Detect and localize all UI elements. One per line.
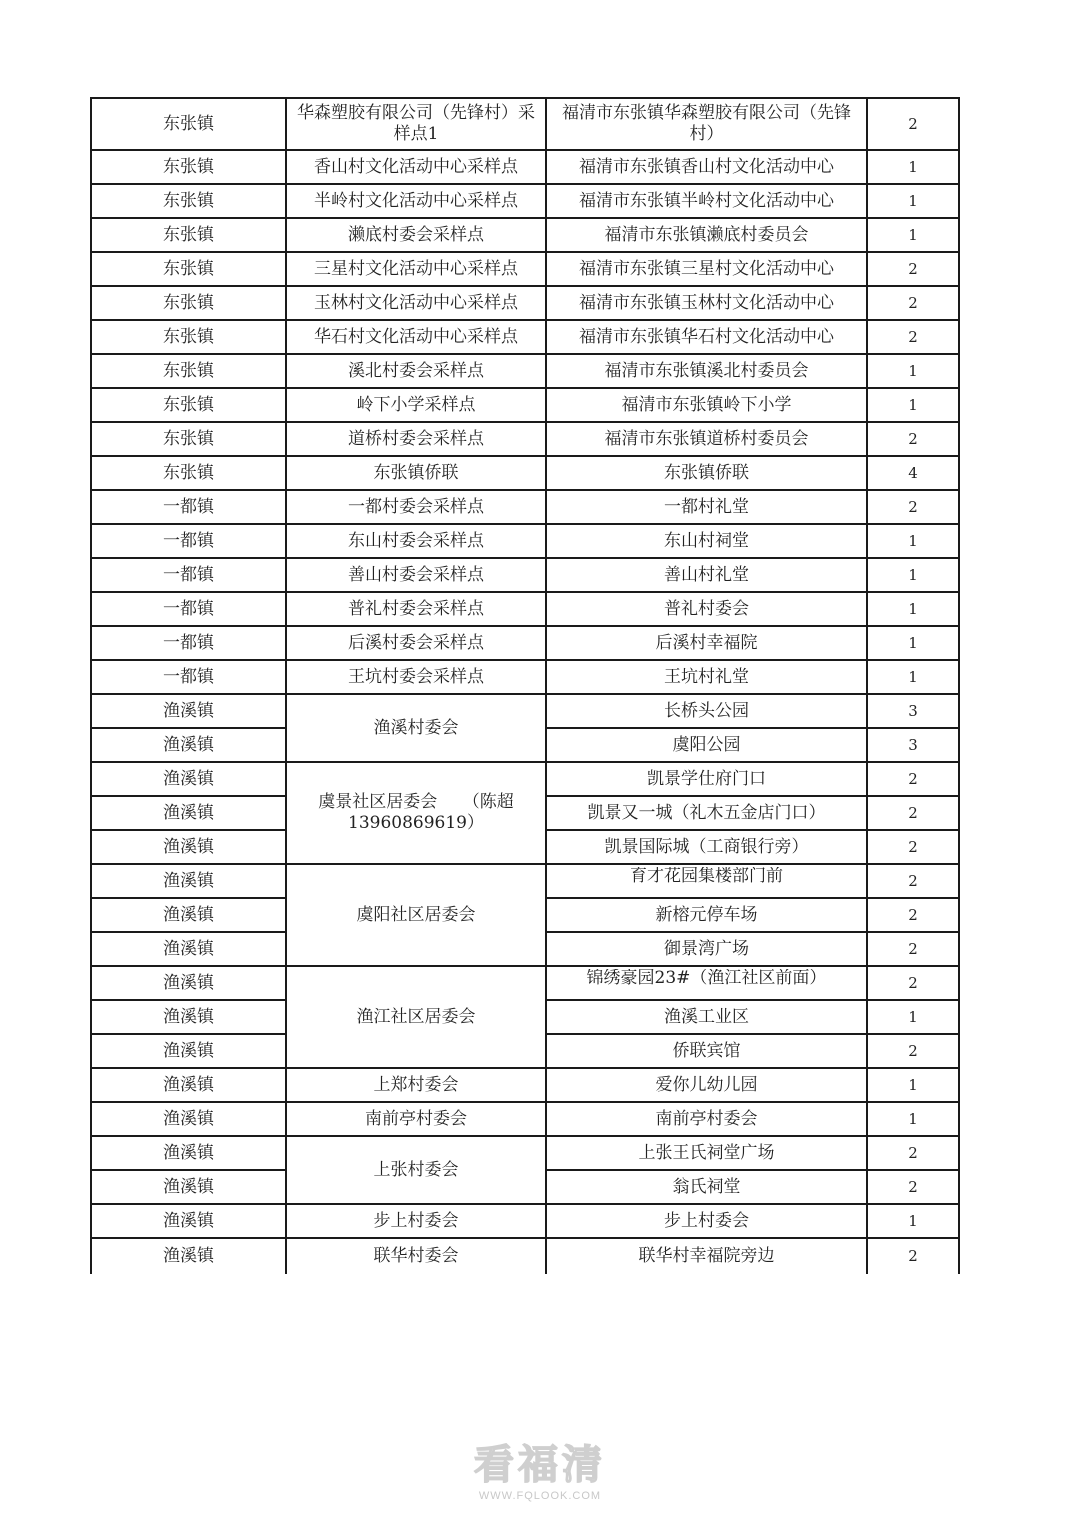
count-cell: 2 xyxy=(867,98,959,150)
location-cell: 福清市东张镇华石村文化活动中心 xyxy=(546,320,867,354)
count-cell: 1 xyxy=(867,660,959,694)
table-row xyxy=(91,388,959,422)
location-text-clipped: 育才花园集楼部门前 xyxy=(630,867,783,886)
site-cell: 岭下小学采样点 xyxy=(286,388,546,422)
town-cell: 一都镇 xyxy=(91,592,286,626)
table-row xyxy=(91,320,959,354)
table-row xyxy=(91,1068,959,1102)
count-cell: 2 xyxy=(867,1238,959,1274)
location-cell xyxy=(546,864,867,898)
count-cell: 2 xyxy=(867,1170,959,1204)
table-row xyxy=(91,558,959,592)
town-cell: 一都镇 xyxy=(91,558,286,592)
location-cell: 凯景国际城（工商银行旁） xyxy=(546,830,867,864)
location-cell: 福清市东张镇香山村文化活动中心 xyxy=(546,150,867,184)
table-row xyxy=(91,1102,959,1136)
table-row xyxy=(91,1136,959,1170)
location-cell: 南前亭村委会 xyxy=(546,1102,867,1136)
site-cell: 王坑村委会采样点 xyxy=(286,660,546,694)
location-cell: 福清市东张镇岭下小学 xyxy=(546,388,867,422)
count-cell: 2 xyxy=(867,762,959,796)
town-cell: 一都镇 xyxy=(91,660,286,694)
table-row xyxy=(91,456,959,490)
location-cell: 上张王氏祠堂广场 xyxy=(546,1136,867,1170)
location-cell xyxy=(546,966,867,1000)
site-cell: 一都村委会采样点 xyxy=(286,490,546,524)
location-cell: 福清市东张镇华森塑胶有限公司（先锋村） xyxy=(546,98,867,150)
site-cell: 步上村委会 xyxy=(286,1204,546,1238)
table-row xyxy=(91,966,959,1000)
location-cell: 东张镇侨联 xyxy=(546,456,867,490)
location-cell: 善山村礼堂 xyxy=(546,558,867,592)
table-row xyxy=(91,150,959,184)
table-row xyxy=(91,422,959,456)
count-cell: 2 xyxy=(867,286,959,320)
sampling-site-table-container xyxy=(90,97,960,1274)
table-row xyxy=(91,354,959,388)
count-cell: 1 xyxy=(867,354,959,388)
count-cell: 2 xyxy=(867,932,959,966)
town-cell: 渔溪镇 xyxy=(91,1170,286,1204)
town-cell: 渔溪镇 xyxy=(91,1136,286,1170)
location-cell: 后溪村幸福院 xyxy=(546,626,867,660)
location-cell: 步上村委会 xyxy=(546,1204,867,1238)
sampling-site-table xyxy=(90,97,960,1274)
count-cell: 1 xyxy=(867,184,959,218)
town-cell: 渔溪镇 xyxy=(91,830,286,864)
location-cell: 凯景学仕府门口 xyxy=(546,762,867,796)
count-cell: 2 xyxy=(867,830,959,864)
table-row xyxy=(91,1204,959,1238)
count-cell: 1 xyxy=(867,626,959,660)
town-cell: 东张镇 xyxy=(91,150,286,184)
site-cell: 东山村委会采样点 xyxy=(286,524,546,558)
town-cell: 渔溪镇 xyxy=(91,898,286,932)
site-cell-merged: 渔溪村委会 xyxy=(286,694,546,762)
table-row xyxy=(91,762,959,796)
town-cell: 一都镇 xyxy=(91,490,286,524)
table-row xyxy=(91,1238,959,1274)
table-row xyxy=(91,286,959,320)
town-cell: 东张镇 xyxy=(91,218,286,252)
site-cell: 三星村文化活动中心采样点 xyxy=(286,252,546,286)
town-cell: 渔溪镇 xyxy=(91,796,286,830)
location-cell: 渔溪工业区 xyxy=(546,1000,867,1034)
town-cell: 渔溪镇 xyxy=(91,762,286,796)
town-cell: 东张镇 xyxy=(91,456,286,490)
count-cell: 1 xyxy=(867,592,959,626)
town-cell: 东张镇 xyxy=(91,252,286,286)
count-cell: 2 xyxy=(867,320,959,354)
site-cell-merged: 上张村委会 xyxy=(286,1136,546,1204)
town-cell: 渔溪镇 xyxy=(91,1102,286,1136)
count-cell: 2 xyxy=(867,422,959,456)
town-cell: 渔溪镇 xyxy=(91,932,286,966)
watermark-url: WWW.FQLOOK.COM xyxy=(478,1490,602,1502)
site-cell: 联华村委会 xyxy=(286,1238,546,1274)
table-row xyxy=(91,592,959,626)
town-cell: 东张镇 xyxy=(91,422,286,456)
table-row xyxy=(91,660,959,694)
town-cell: 一都镇 xyxy=(91,626,286,660)
town-cell: 东张镇 xyxy=(91,354,286,388)
count-cell: 2 xyxy=(867,1034,959,1068)
site-cell: 香山村文化活动中心采样点 xyxy=(286,150,546,184)
count-cell: 2 xyxy=(867,898,959,932)
location-cell: 福清市东张镇半岭村文化活动中心 xyxy=(546,184,867,218)
count-cell: 2 xyxy=(867,796,959,830)
site-cell-merged: 虞景社区居委会 （陈超13960869619） xyxy=(286,762,546,864)
location-cell: 凯景又一城（礼木五金店门口） xyxy=(546,796,867,830)
watermark xyxy=(0,1442,1080,1502)
location-cell: 虞阳公园 xyxy=(546,728,867,762)
table-row xyxy=(91,252,959,286)
site-cell: 上郑村委会 xyxy=(286,1068,546,1102)
count-cell: 1 xyxy=(867,218,959,252)
site-cell: 溪北村委会采样点 xyxy=(286,354,546,388)
location-cell: 长桥头公园 xyxy=(546,694,867,728)
location-cell: 东山村祠堂 xyxy=(546,524,867,558)
count-cell: 2 xyxy=(867,864,959,898)
location-cell: 一都村礼堂 xyxy=(546,490,867,524)
count-cell: 2 xyxy=(867,490,959,524)
town-cell: 渔溪镇 xyxy=(91,1204,286,1238)
site-cell: 玉林村文化活动中心采样点 xyxy=(286,286,546,320)
site-cell: 半岭村文化活动中心采样点 xyxy=(286,184,546,218)
count-cell: 2 xyxy=(867,1136,959,1170)
town-cell: 东张镇 xyxy=(91,286,286,320)
count-cell: 1 xyxy=(867,150,959,184)
town-cell: 东张镇 xyxy=(91,320,286,354)
watermark-logo: 看福清 xyxy=(474,1442,606,1488)
location-cell: 御景湾广场 xyxy=(546,932,867,966)
town-cell: 渔溪镇 xyxy=(91,1000,286,1034)
site-cell: 善山村委会采样点 xyxy=(286,558,546,592)
site-cell: 道桥村委会采样点 xyxy=(286,422,546,456)
count-cell: 1 xyxy=(867,1204,959,1238)
site-cell: 后溪村委会采样点 xyxy=(286,626,546,660)
town-cell: 渔溪镇 xyxy=(91,728,286,762)
site-cell: 华森塑胶有限公司（先锋村）采样点1 xyxy=(286,98,546,150)
location-cell: 翁氏祠堂 xyxy=(546,1170,867,1204)
town-cell: 东张镇 xyxy=(91,98,286,150)
table-row xyxy=(91,490,959,524)
count-cell: 1 xyxy=(867,1102,959,1136)
site-cell: 普礼村委会采样点 xyxy=(286,592,546,626)
count-cell: 1 xyxy=(867,388,959,422)
count-cell: 3 xyxy=(867,694,959,728)
location-cell: 王坑村礼堂 xyxy=(546,660,867,694)
location-cell: 侨联宾馆 xyxy=(546,1034,867,1068)
count-cell: 3 xyxy=(867,728,959,762)
location-cell: 福清市东张镇三星村文化活动中心 xyxy=(546,252,867,286)
table-row xyxy=(91,98,959,150)
location-cell: 联华村幸福院旁边 xyxy=(546,1238,867,1274)
location-cell: 普礼村委会 xyxy=(546,592,867,626)
town-cell: 东张镇 xyxy=(91,184,286,218)
town-cell: 一都镇 xyxy=(91,524,286,558)
town-cell: 渔溪镇 xyxy=(91,1034,286,1068)
count-cell: 1 xyxy=(867,1068,959,1102)
location-cell: 福清市东张镇道桥村委员会 xyxy=(546,422,867,456)
location-text-clipped: 锦绣豪园23#（渔江社区前面） xyxy=(586,969,827,988)
site-cell: 濑底村委会采样点 xyxy=(286,218,546,252)
site-cell: 东张镇侨联 xyxy=(286,456,546,490)
table-row xyxy=(91,864,959,898)
town-cell: 渔溪镇 xyxy=(91,694,286,728)
location-cell: 福清市东张镇濑底村委员会 xyxy=(546,218,867,252)
count-cell: 1 xyxy=(867,524,959,558)
town-cell: 渔溪镇 xyxy=(91,966,286,1000)
table-row xyxy=(91,524,959,558)
location-cell: 新榕元停车场 xyxy=(546,898,867,932)
town-cell: 渔溪镇 xyxy=(91,1068,286,1102)
town-cell: 渔溪镇 xyxy=(91,1238,286,1274)
site-cell: 华石村文化活动中心采样点 xyxy=(286,320,546,354)
site-cell-merged: 虞阳社区居委会 xyxy=(286,864,546,966)
table-row xyxy=(91,184,959,218)
location-cell: 福清市东张镇玉林村文化活动中心 xyxy=(546,286,867,320)
count-cell: 4 xyxy=(867,456,959,490)
count-cell: 1 xyxy=(867,558,959,592)
table-row xyxy=(91,694,959,728)
count-cell: 2 xyxy=(867,252,959,286)
count-cell: 1 xyxy=(867,1000,959,1034)
site-cell: 南前亭村委会 xyxy=(286,1102,546,1136)
location-cell: 福清市东张镇溪北村委员会 xyxy=(546,354,867,388)
table-row xyxy=(91,218,959,252)
town-cell: 渔溪镇 xyxy=(91,864,286,898)
table-row xyxy=(91,626,959,660)
town-cell: 东张镇 xyxy=(91,388,286,422)
count-cell: 2 xyxy=(867,966,959,1000)
location-cell: 爱你儿幼儿园 xyxy=(546,1068,867,1102)
site-cell-merged: 渔江社区居委会 xyxy=(286,966,546,1068)
